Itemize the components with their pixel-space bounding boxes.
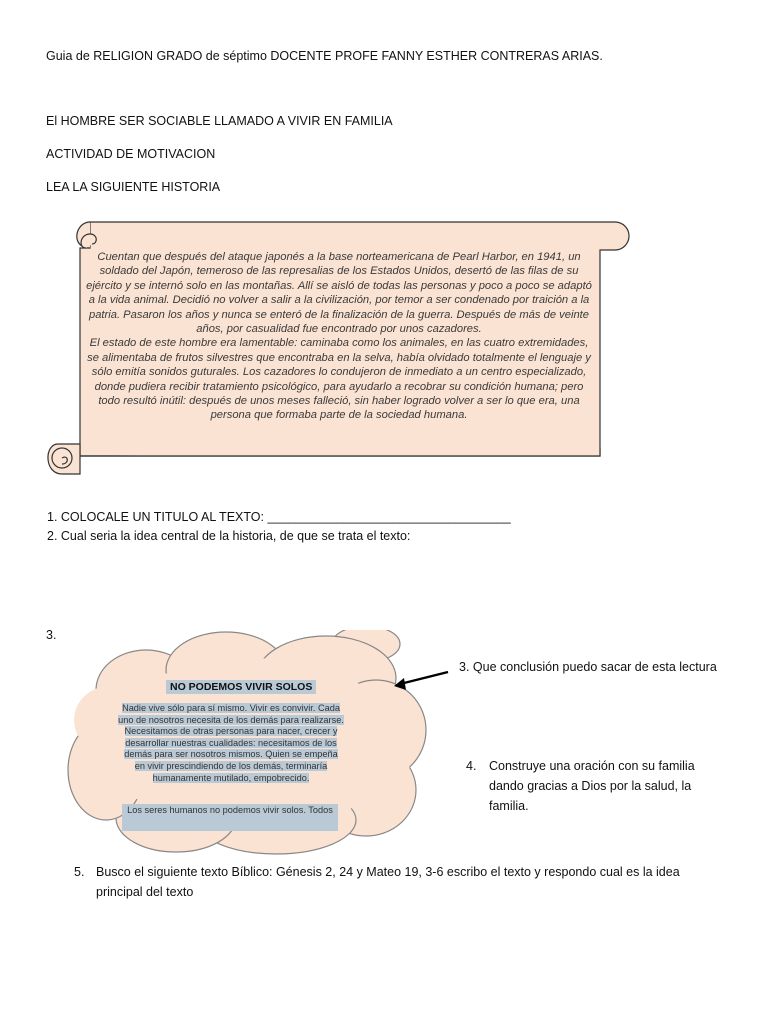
- arrow-icon: [390, 668, 452, 692]
- question-4-line-2: dando gracias a Dios por la salud, la: [489, 779, 692, 793]
- question-5-number: 5.: [74, 865, 85, 879]
- story-paragraph-1: Cuentan que después del ataque japonés a la base norteamericana de Pearl Harbor, en 1941, un soldado del Japón, temeroso de las represalias de los Estados Unidos, desertó de las filas de su ejército y se internó solo en las montañas. Allí se aisló de todas las personas y poco a poco se adaptó a la vida animal. Decidió no volver a salir a la civilización, por temor a ser condenado por traición a la patria. Pasaron los años y nunca se enteró de la finalización de la guerra. Después de más de veinte años, por casualidad fue encontrado por unos cazadores.: [86, 251, 592, 336]
- question-5-line-2: principal del texto: [96, 885, 194, 899]
- question-3-number: 3.: [46, 628, 57, 642]
- cloud-body: [118, 703, 344, 784]
- question-1: 1. COLOCALE UN TITULO AL TEXTO: ___________________________________: [47, 510, 511, 524]
- header-line: Guia de RELIGION GRADO de séptimo DOCENTE PROFE FANNY ESTHER CONTRERAS ARIAS.: [46, 49, 603, 63]
- cloud-title: NO PODEMOS VIVIR SOLOS: [166, 680, 316, 694]
- question-2: 2. Cual seria la idea central de la historia, de que se trata el texto:: [47, 529, 411, 543]
- story-paragraph-2: El estado de este hombre era lamentable: caminaba como los animales, en las cuatro extremidades, se alimentaba de frutos silvestres que encontraba en la selva, había olvidado totalmente el lenguaje y sólo emitía sonidos guturales. Los cazadores lo condujeron de inmediato a un centro especializado, donde pudiera recibir tratamiento psicológico, para ayudarlo a recobrar su condición humana; pero todo resultó inútil: después de unos meses falleció, sin haber logrado volver a ser lo que era, una persona que formaba parte de la sociedad humana.: [87, 337, 591, 422]
- story-text: [84, 250, 594, 423]
- question-4-number: 4.: [466, 759, 477, 773]
- activity-title: ACTIVIDAD DE MOTIVACION: [46, 147, 216, 161]
- question-3: 3. Que conclusión puedo sacar de esta lectura: [459, 660, 717, 674]
- question-4-line-1: Construye una oración con su familia: [489, 759, 695, 773]
- cloud-body-text: Nadie vive sólo para sí mismo. Vivir es convivir. Cada uno de nosotros necesita de los demás para realizarse. Necesitamos de otras personas para nacer, crecer y desarrollar nuestras cualidades: necesitamos de los demás para ser nosotros mismos. Quien se empeña en vivir prescindiendo de los demás, terminaría humanamente mutilado, empobrecido.: [118, 703, 344, 783]
- question-5-line-1: Busco el siguiente texto Bíblico: Génesis 2, 24 y Mateo 19, 3-6 escribo el texto y respondo cual es la idea: [96, 865, 680, 879]
- cloud-last-line: Los seres humanos no podemos vivir solos. Todos: [122, 804, 338, 831]
- topic-title: El HOMBRE SER SOCIABLE LLAMADO A VIVIR EN FAMILIA: [46, 114, 393, 128]
- question-4-line-3: familia.: [489, 799, 529, 813]
- reading-instruction: LEA LA SIGUIENTE HISTORIA: [46, 180, 221, 194]
